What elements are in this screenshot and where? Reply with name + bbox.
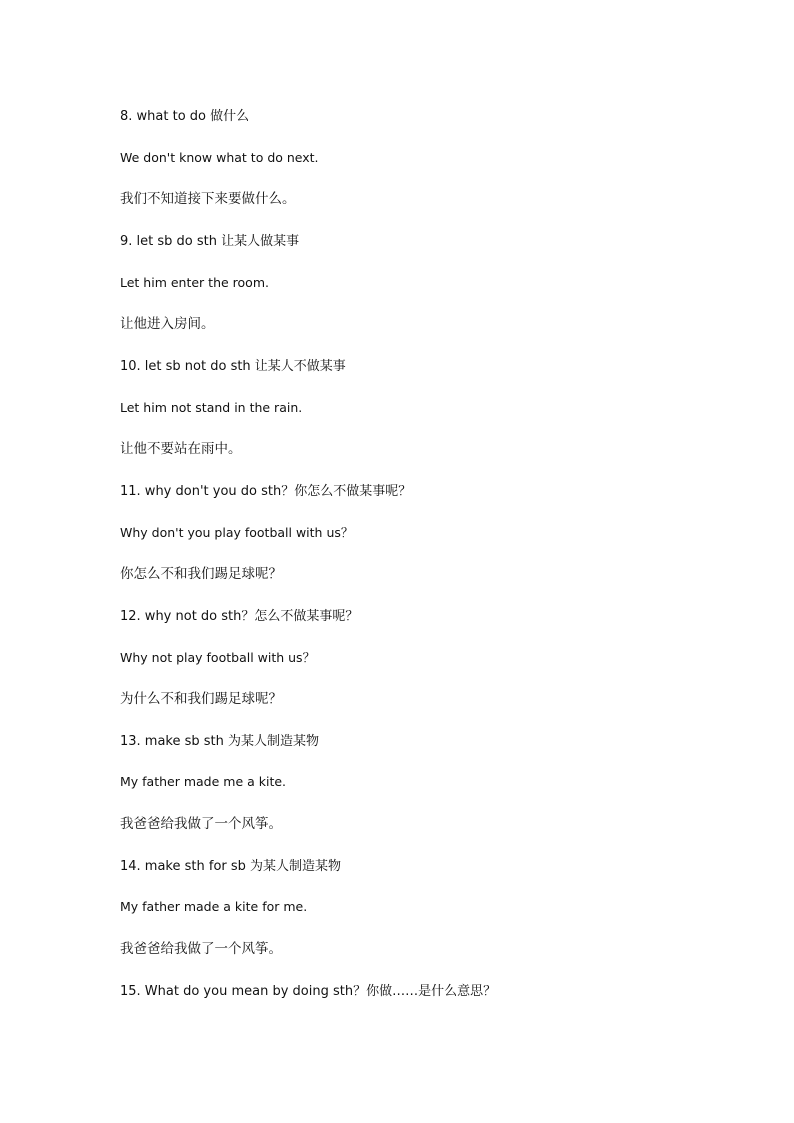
example-sentence-chinese: 让他不要站在雨中。 <box>120 441 242 457</box>
example-sentence-chinese: 让他进入房间。 <box>120 316 215 332</box>
example-sentence-chinese: 我爸爸给我做了一个风筝。 <box>120 941 282 957</box>
phrase-heading-11: 11. why don't you do sth？你怎么不做某事呢？ <box>120 484 412 499</box>
phrase-heading-15: 15. What do you mean by doing sth？你做……是什么意思？ <box>120 984 497 999</box>
example-sentence-chinese: 为什么不和我们踢足球呢？ <box>120 691 282 707</box>
example-sentence-english: My father made a kite for me. <box>120 899 308 914</box>
example-sentence-english: Let him not stand in the rain. <box>120 400 303 415</box>
phrase-heading-14: 14. make sth for sb 为某人制造某物 <box>120 859 342 874</box>
example-sentence-english: Why not play football with us？ <box>120 650 316 665</box>
example-sentence-english: Let him enter the room. <box>120 275 269 290</box>
example-sentence-chinese: 我爸爸给我做了一个风筝。 <box>120 816 282 832</box>
phrase-heading-13: 13. make sb sth 为某人制造某物 <box>120 734 320 749</box>
phrase-heading-9: 9. let sb do sth 让某人做某事 <box>120 234 300 249</box>
example-sentence-chinese: 你怎么不和我们踢足球呢？ <box>120 566 282 582</box>
example-sentence-chinese: 我们不知道接下来要做什么。 <box>120 191 296 207</box>
example-sentence-english: My father made me a kite. <box>120 774 287 789</box>
phrase-heading-12: 12. why not do sth？怎么不做某事呢？ <box>120 609 359 624</box>
phrase-heading-10: 10. let sb not do sth 让某人不做某事 <box>120 359 346 374</box>
example-sentence-english: We don't know what to do next. <box>120 150 319 165</box>
phrase-heading-8: 8. what to do 做什么 <box>120 109 250 124</box>
example-sentence-english: Why don't you play football with us？ <box>120 525 354 540</box>
